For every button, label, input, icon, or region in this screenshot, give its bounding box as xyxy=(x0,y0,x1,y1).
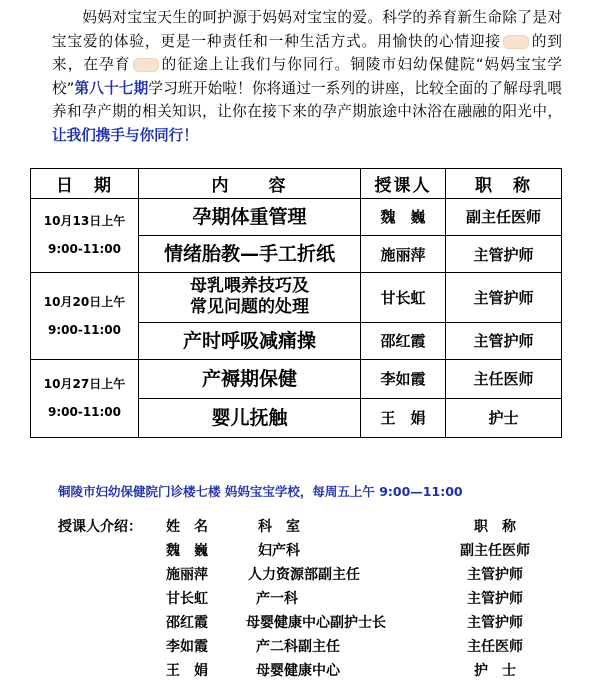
staff-dept: 产一科 xyxy=(256,591,298,607)
staff-dept: 母婴健康中心副护士长 xyxy=(246,615,386,631)
header-teacher: 授课人 xyxy=(361,169,446,199)
table-row xyxy=(31,198,562,235)
staff-dept: 人力资源部副主任 xyxy=(248,567,360,583)
staff-title: 副主任医师 xyxy=(460,543,530,559)
lecture-teacher: 施丽萍 xyxy=(361,235,446,272)
baby-face-icon xyxy=(503,35,529,49)
staff-title: 主管护师 xyxy=(467,615,523,631)
lecture-topic: 产时呼吸减痛操 xyxy=(139,322,361,359)
staff-header-row xyxy=(0,516,613,538)
staff-name: 魏 巍 xyxy=(166,543,208,559)
session-time: 9:00-11:00 xyxy=(47,242,122,257)
staff-dept: 产二科副主任 xyxy=(256,639,340,655)
session-time: 9:00-11:00 xyxy=(47,405,122,420)
staff-name: 李如霞 xyxy=(166,639,208,655)
lecture-topic: 情绪胎教—手工折纸 xyxy=(139,235,361,272)
baby-face-icon xyxy=(133,58,159,72)
session-date: 10月27日上午 xyxy=(43,377,126,392)
header-title: 职 称 xyxy=(446,169,562,199)
intro-text-2: 的到来，在孕育 xyxy=(52,32,562,74)
session-date: 10月13日上午 xyxy=(43,214,126,229)
staff-dept: 母婴健康中心 xyxy=(256,663,340,679)
lecture-teacher: 魏 巍 xyxy=(361,198,446,235)
staff-row xyxy=(0,564,613,586)
staff-name: 邵红霞 xyxy=(166,615,208,631)
staff-name: 甘长虹 xyxy=(166,591,208,607)
session-date-cell xyxy=(31,273,139,360)
lecture-title: 主任医师 xyxy=(446,359,562,398)
intro-text-1: 妈妈对宝宝天生的呵护源于妈妈对宝宝的爱。科学的养育新生命除了是对宝宝爱的体验，更是一种责任和一种生活方式。用愉快的心情迎接 xyxy=(52,9,562,50)
session-date-cell xyxy=(31,359,139,437)
lecture-title: 副主任医师 xyxy=(446,198,562,235)
staff-name: 施丽萍 xyxy=(166,567,208,583)
staff-header-name: 姓 名 xyxy=(166,519,208,535)
lecture-topic-line: 母乳喂养技巧及 xyxy=(190,276,309,297)
staff-row xyxy=(0,588,613,610)
staff-title: 护 士 xyxy=(474,663,516,679)
staff-header-title: 职 称 xyxy=(474,519,516,535)
schedule-table xyxy=(30,168,562,438)
closing-slogan: 让我们携手与你同行！ xyxy=(52,126,198,144)
table-row xyxy=(31,359,562,398)
lecture-topic xyxy=(139,273,361,322)
session-time: 9:00-11:00 xyxy=(47,322,122,337)
lecture-topic: 婴儿抚触 xyxy=(139,398,361,437)
staff-title: 主管护师 xyxy=(467,591,523,607)
staff-row xyxy=(0,612,613,634)
staff-name: 王 娟 xyxy=(166,663,208,679)
intro-text-3: 的征途上让我们与你同行。铜陵市妇幼保健院“妈妈宝宝学校” xyxy=(52,56,562,97)
header-date: 日 期 xyxy=(31,169,139,199)
staff-intro-label: 授课人介绍： xyxy=(58,519,142,535)
school-address: 铜陵市妇幼保健院门诊楼七楼 妈妈宝宝学校，每周五上午 9:00—11:00 xyxy=(58,484,463,499)
staff-header-dept: 科 室 xyxy=(258,519,300,535)
lecture-title: 护士 xyxy=(446,398,562,437)
lecture-topic: 产褥期保健 xyxy=(139,359,361,398)
lecture-title: 主管护师 xyxy=(446,322,562,359)
lecture-teacher: 王 娟 xyxy=(361,398,446,437)
lecture-title: 主管护师 xyxy=(446,235,562,272)
table-row xyxy=(31,273,562,322)
lecture-title: 主管护师 xyxy=(446,273,562,322)
session-number: 第八十七期 xyxy=(74,79,149,97)
staff-row xyxy=(0,540,613,562)
intro-paragraph xyxy=(52,6,562,148)
intro-text-4: 学习班开始啦！你将通过一系列的讲座，比较全面的了解母乳喂养和孕产期的相关知识，让你在接下来的孕产期旅途中沐浴在融融的阳光中， xyxy=(52,79,562,121)
session-date-cell xyxy=(31,198,139,272)
header-content: 内 容 xyxy=(139,169,361,199)
lecture-teacher: 甘长虹 xyxy=(361,273,446,322)
session-date: 10月20日上午 xyxy=(43,294,126,309)
staff-dept: 妇产科 xyxy=(258,543,300,559)
staff-title: 主管护师 xyxy=(467,567,523,583)
lecture-topic-line: 常见问题的处理 xyxy=(190,297,309,318)
schedule-header-row xyxy=(31,169,562,199)
staff-title: 主任医师 xyxy=(467,639,523,655)
lecture-teacher: 邵红霞 xyxy=(361,322,446,359)
staff-row xyxy=(0,660,613,682)
staff-row xyxy=(0,636,613,658)
lecture-teacher: 李如霞 xyxy=(361,359,446,398)
lecture-topic: 孕期体重管理 xyxy=(139,198,361,235)
